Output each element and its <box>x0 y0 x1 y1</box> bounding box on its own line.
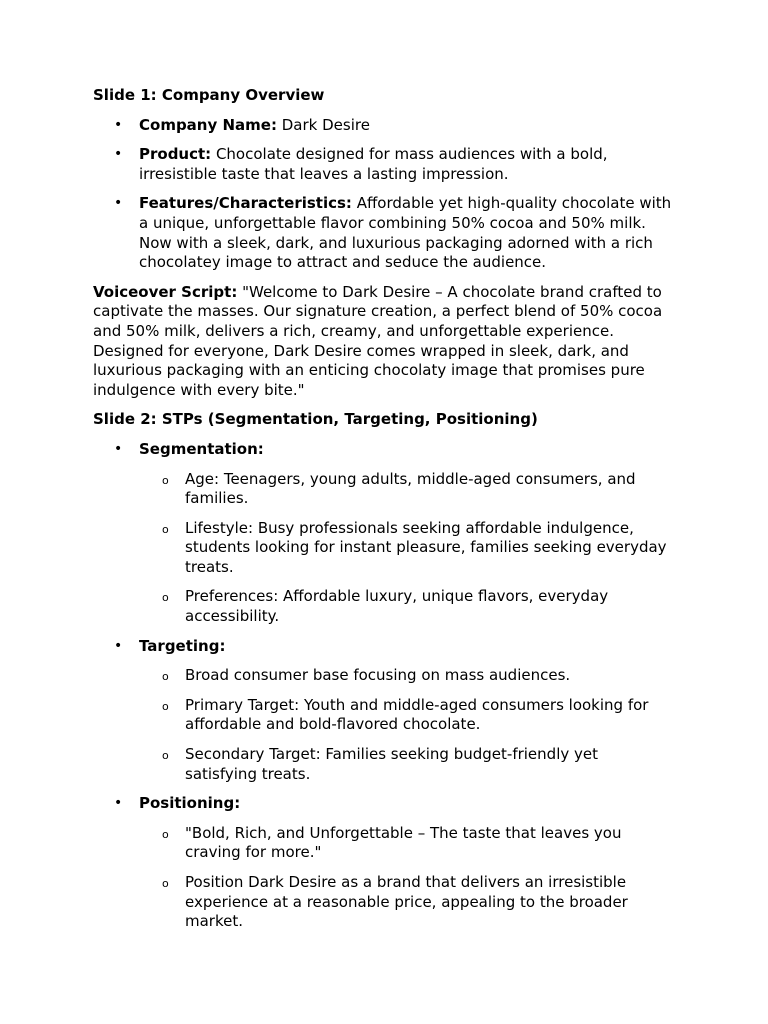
section-targeting <box>93 637 673 785</box>
segmentation-list <box>139 470 673 627</box>
slide2-section-list <box>93 440 673 932</box>
list-item: o Age: Teenagers, young adults, middle-aged consumers, and families. <box>139 470 673 509</box>
section-label: Segmentation: <box>139 439 264 458</box>
slide2-heading: Slide 2: STPs (Segmentation, Targeting, Positioning) <box>93 410 538 429</box>
list-item: o Lifestyle: Busy professionals seeking affordable indulgence, students looking for instant pleasure, families seeking everyday treats. <box>139 519 673 578</box>
positioning-list <box>139 824 673 932</box>
document-content <box>93 86 673 942</box>
bullet-text: Dark Desire <box>276 115 370 134</box>
bullet-label: Company Name: <box>139 115 277 134</box>
list-item: o Secondary Target: Families seeking budget-friendly yet satisfying treats. <box>139 745 673 784</box>
voiceover-text: "Welcome to Dark Desire – A chocolate brand crafted to captivate the masses. Our signature creation, a perfect blend of 50% cocoa and 50% milk, delivers a rich, creamy, and unforgettable experience. Designed for everyone, Dark Desire comes wrapped in sleek, dark, and luxurious packaging with an enticing chocolaty image that promises pure indulgence with every bite." <box>93 282 663 399</box>
bullet-label: Features/Characteristics: <box>139 194 352 213</box>
list-item: o Primary Target: Youth and middle-aged consumers looking for affordable and bold-flavored chocolate. <box>139 696 673 735</box>
slide1-bullet-company-name <box>93 116 673 136</box>
targeting-list <box>139 666 673 784</box>
bullet-text: Affordable yet high-quality chocolate with a unique, unforgettable flavor combining 50% cocoa and 50% milk. Now with a sleek, dark, and luxurious packaging adorned with a rich chocolatey image to attract and seduce the audience. <box>139 194 672 272</box>
list-item: o Position Dark Desire as a brand that delivers an irresistible experience at a reasonable price, appealing to the broader market. <box>139 873 673 932</box>
slide1-bullet-features <box>93 194 673 272</box>
section-label: Positioning: <box>139 794 241 813</box>
bullet-text: Chocolate designed for mass audiences with a bold, irresistible taste that leaves a lasting impression. <box>139 145 608 183</box>
section-label: Targeting: <box>139 636 226 655</box>
bullet-label: Product: <box>139 145 212 164</box>
slide1-bullet-list <box>93 116 673 273</box>
section-positioning <box>93 794 673 932</box>
list-item: o Broad consumer base focusing on mass audiences. <box>139 666 673 686</box>
slide1-heading: Slide 1: Company Overview <box>93 86 325 104</box>
list-item: o Preferences: Affordable luxury, unique flavors, everyday accessibility. <box>139 587 673 626</box>
voiceover-script <box>93 283 673 401</box>
section-segmentation <box>93 440 673 627</box>
slide1-bullet-product <box>93 145 673 184</box>
list-item: o "Bold, Rich, and Unforgettable – The taste that leaves you craving for more." <box>139 824 673 863</box>
voiceover-label: Voiceover Script: <box>93 282 238 301</box>
